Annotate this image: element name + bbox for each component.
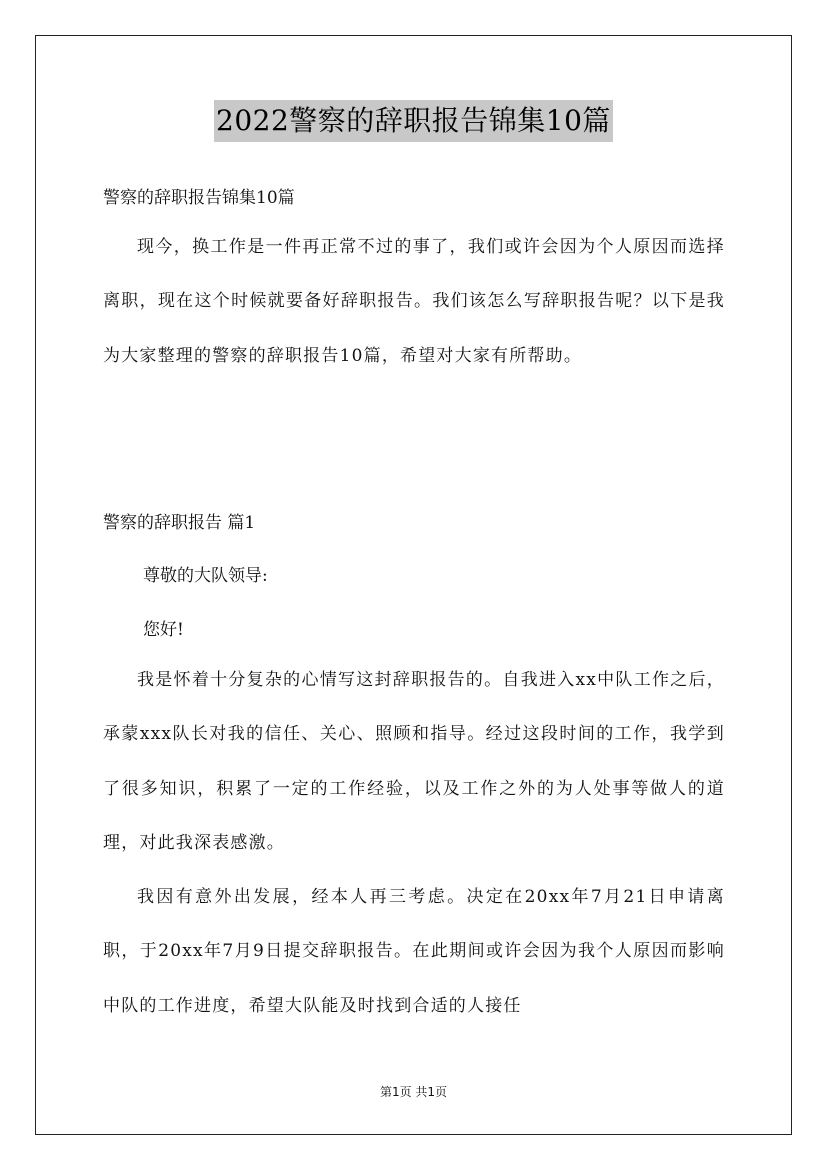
document-title: 2022警察的辞职报告锦集10篇 (214, 100, 613, 142)
document-subtitle: 警察的辞职报告锦集10篇 (103, 188, 295, 208)
page-footer: 第1页 共1页 (379, 1085, 448, 1099)
body-paragraph-2: 我因有意外出发展，经本人再三考虑。决定在20xx年7月21日申请离职，于20xx年7月9日提交辞职报告。在此期间或许会因为我个人原因而影响中队的工作进度，希望大队能及时找到合适的人接任 (103, 887, 725, 1016)
greeting: 您好! (143, 620, 184, 640)
title-container (0, 100, 827, 142)
body-paragraph-1: 我是怀着十分复杂的心情写这封辞职报告的。自我进入xx中队工作之后，承蒙xxx队长对我的信任、关心、照顾和指导。经过这段时间的工作，我学到了很多知识，积累了一定的工作经验，以及工作之外的为人处事等做人的道理，对此我深表感激。 (103, 670, 725, 853)
salutation: 尊敬的大队领导: (143, 566, 268, 586)
intro-paragraph: 现今，换工作是一件再正常不过的事了，我们或许会因为个人原因而选择离职，现在这个时候就要备好辞职报告。我们该怎么写辞职报告呢？以下是我为大家整理的警察的辞职报告10篇，希望对大家有所帮助。 (103, 237, 725, 366)
section-heading: 警察的辞职报告 篇1 (103, 513, 256, 533)
